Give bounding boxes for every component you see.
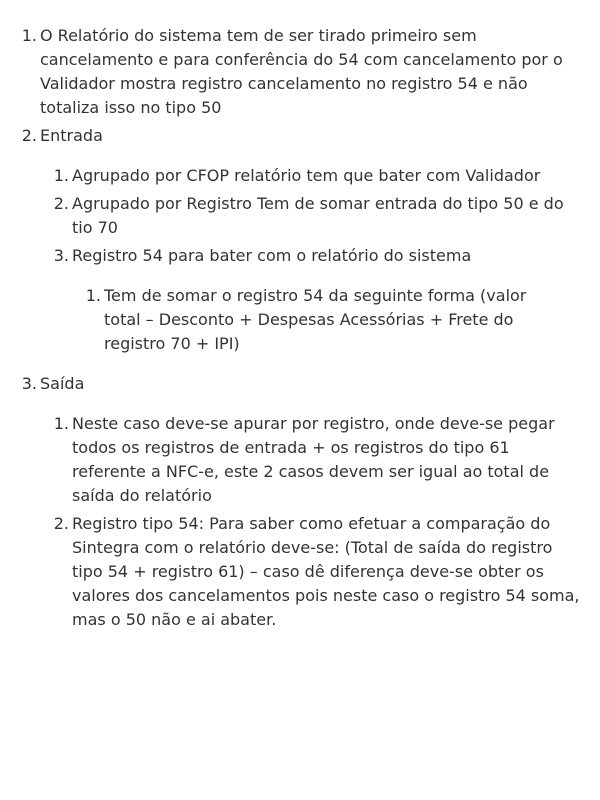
list-item-text: Agrupado por Registro Tem de somar entrada do tipo 50 e do tio 70 (72, 194, 564, 237)
sublist-item (85, 284, 544, 356)
list-item-text: O Relatório do sistema tem de ser tirado primeiro sem cancelamento e para conferência do 54 com cancelamento por o Validador mostra registro cancelamento no registro 54 e não totaliza isso no tipo 50 (40, 26, 563, 117)
list-item-text: Registro tipo 54: Para saber como efetuar a comparação do Sintegra com o relatório deve-se: (Total de saída do registro tipo 54 + registro 61) – caso dê diferença deve-se obter os valores dos cancelamentos pois neste caso o registro 54 soma, mas o 50 não e ai abater. (72, 514, 580, 629)
list-item-relatorio (21, 24, 585, 120)
list-number: 1. (53, 166, 69, 185)
sublist-item (53, 192, 588, 240)
list-number: 2. (53, 194, 69, 213)
list-item-text: Entrada (40, 126, 103, 145)
list-item-text: Tem de somar o registro 54 da seguinte forma (valor total – Desconto + Despesas Acessórias + Frete do registro 70 + IPI) (104, 286, 527, 353)
list-item-entrada (21, 124, 585, 356)
sublist-item (53, 244, 588, 356)
list-item-text: Neste caso deve-se apurar por registro, onde deve-se pegar todos os registros de entrada + os registros do tipo 61 referente a NFC-e, este 2 casos devem ser igual ao total de saída do relatório (72, 414, 555, 505)
list-item-text: Registro 54 para bater com o relatório do sistema (72, 246, 472, 265)
list-number: 1. (85, 286, 101, 305)
registro-54-sublist (85, 284, 544, 356)
list-number: 3. (21, 374, 37, 393)
list-number: 2. (21, 126, 37, 145)
list-item-text: Saída (40, 374, 85, 393)
sublist-item (53, 512, 588, 632)
list-item-text: Agrupado por CFOP relatório tem que bater com Validador (72, 166, 541, 185)
saida-sublist (53, 412, 588, 632)
list-number: 1. (21, 26, 37, 45)
main-list (21, 24, 585, 648)
entrada-sublist (53, 164, 588, 356)
list-item-saida (21, 372, 585, 632)
list-number: 1. (53, 414, 69, 433)
sublist-item (53, 412, 588, 508)
sublist-item (53, 164, 588, 188)
list-number: 3. (53, 246, 69, 265)
list-number: 2. (53, 514, 69, 533)
